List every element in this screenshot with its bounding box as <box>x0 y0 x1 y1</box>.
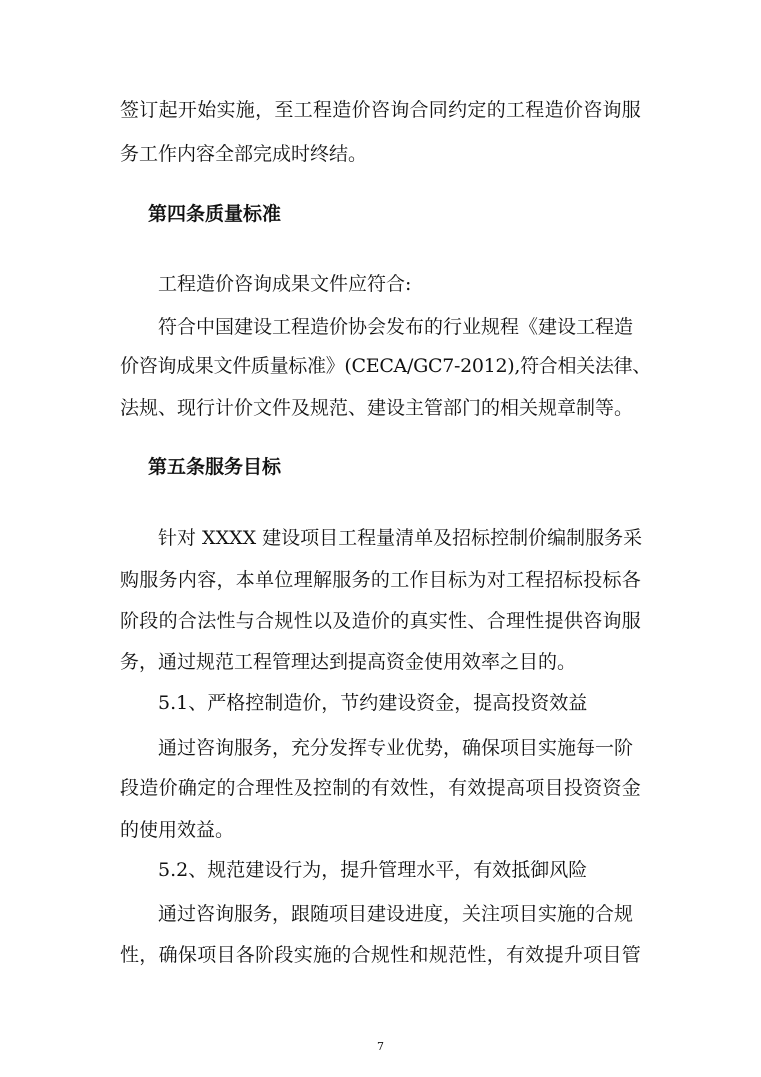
body-line: 通过咨询服务，充分发挥专业优势，确保项目实施每一阶 <box>158 737 634 759</box>
body-line: 价咨询成果文件质量标准》(CECA/GC7-2012),符合相关法律、 <box>120 355 652 377</box>
body-line: 通过咨询服务，跟随项目建设进度，关注项目实施的合规 <box>158 903 634 925</box>
body-line: 工程造价咨询成果文件应符合: <box>158 273 412 295</box>
body-line: 务，通过规范工程管理达到提高资金使用效率之目的。 <box>120 651 577 673</box>
section-heading-4: 第四条质量标准 <box>148 203 282 225</box>
body-line: 务工作内容全部完成时终结。 <box>120 143 368 165</box>
body-line: 符合中国建设工程造价协会发布的行业规程《建设工程造 <box>158 316 634 338</box>
section-heading-5: 第五条服务目标 <box>148 456 282 478</box>
body-line: 的使用效益。 <box>120 819 235 841</box>
body-line: 签订起开始实施，至工程造价咨询合同约定的工程造价咨询服 <box>120 99 642 121</box>
body-line: 阶段的合法性与合规性以及造价的真实性、合理性提供咨询服 <box>120 610 642 632</box>
body-line: 购服务内容，本单位理解服务的工作目标为对工程招标投标各 <box>120 569 642 591</box>
subsection-heading-5-1: 5.1、严格控制造价，节约建设资金，提高投资效益 <box>158 692 588 714</box>
body-line: 性，确保项目各阶段实施的合规性和规范性，有效提升项目管 <box>120 944 642 966</box>
body-line: 段造价确定的合理性及控制的有效性，有效提高项目投资资金 <box>120 777 642 799</box>
body-line: 针对 XXXX 建设项目工程量清单及招标控制价编制服务采 <box>158 527 643 549</box>
body-line: 法规、现行计价文件及规范、建设主管部门的相关规章制等。 <box>120 397 634 419</box>
page-number: 7 <box>377 1040 384 1053</box>
subsection-heading-5-2: 5.2、规范建设行为，提升管理水平，有效抵御风险 <box>158 859 588 881</box>
